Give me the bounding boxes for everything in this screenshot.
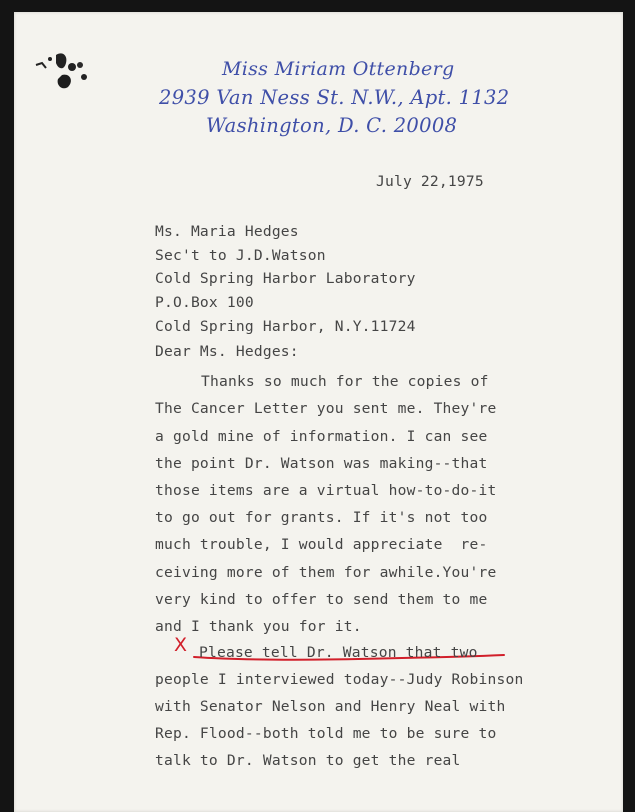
body-line: a gold mine of information. I can see	[155, 428, 488, 445]
recipient-line: Cold Spring Harbor, N.Y.11724	[155, 318, 416, 335]
recipient-line: P.O.Box 100	[155, 294, 254, 311]
body-line: Rep. Flood--both told me to be sure to	[155, 725, 497, 742]
body-line: much trouble, I would appreciate re-	[155, 536, 488, 553]
body-line: and I thank you for it.	[155, 618, 362, 635]
recipient-line: Ms. Maria Hedges	[155, 223, 299, 240]
body-line: the point Dr. Watson was making--that	[155, 455, 488, 472]
body-line: Please tell Dr. Watson that two	[199, 644, 478, 661]
letterhead-address: 2939 Van Ness St. N.W., Apt. 1132	[159, 86, 510, 109]
body-line: people I interviewed today--Judy Robinson	[155, 671, 524, 688]
body-line: with Senator Nelson and Henry Neal with	[155, 698, 506, 715]
recipient-line: Sec't to J.D.Watson	[155, 247, 326, 264]
salutation: Dear Ms. Hedges:	[155, 343, 299, 360]
body-line: The Cancer Letter you sent me. They're	[155, 400, 497, 417]
letter-date: July 22,1975	[376, 173, 484, 190]
body-line: ceiving more of them for awhile.You're	[155, 564, 497, 581]
recipient-line: Cold Spring Harbor Laboratory	[155, 270, 416, 287]
body-line: talk to Dr. Watson to get the real	[155, 752, 461, 769]
letter-page	[14, 12, 623, 812]
body-line: those items are a virtual how-to-do-it	[155, 482, 497, 499]
letterhead-city: Washington, D. C. 20008	[206, 114, 458, 137]
ink-smudge-icon	[32, 45, 102, 95]
body-line: very kind to offer to send them to me	[155, 591, 488, 608]
body-line: to go out for grants. If it's not too	[155, 509, 488, 526]
annotation-x-mark: X	[174, 634, 188, 656]
letterhead-name: Miss Miriam Ottenberg	[222, 58, 455, 80]
body-line: Thanks so much for the copies of	[201, 373, 489, 390]
